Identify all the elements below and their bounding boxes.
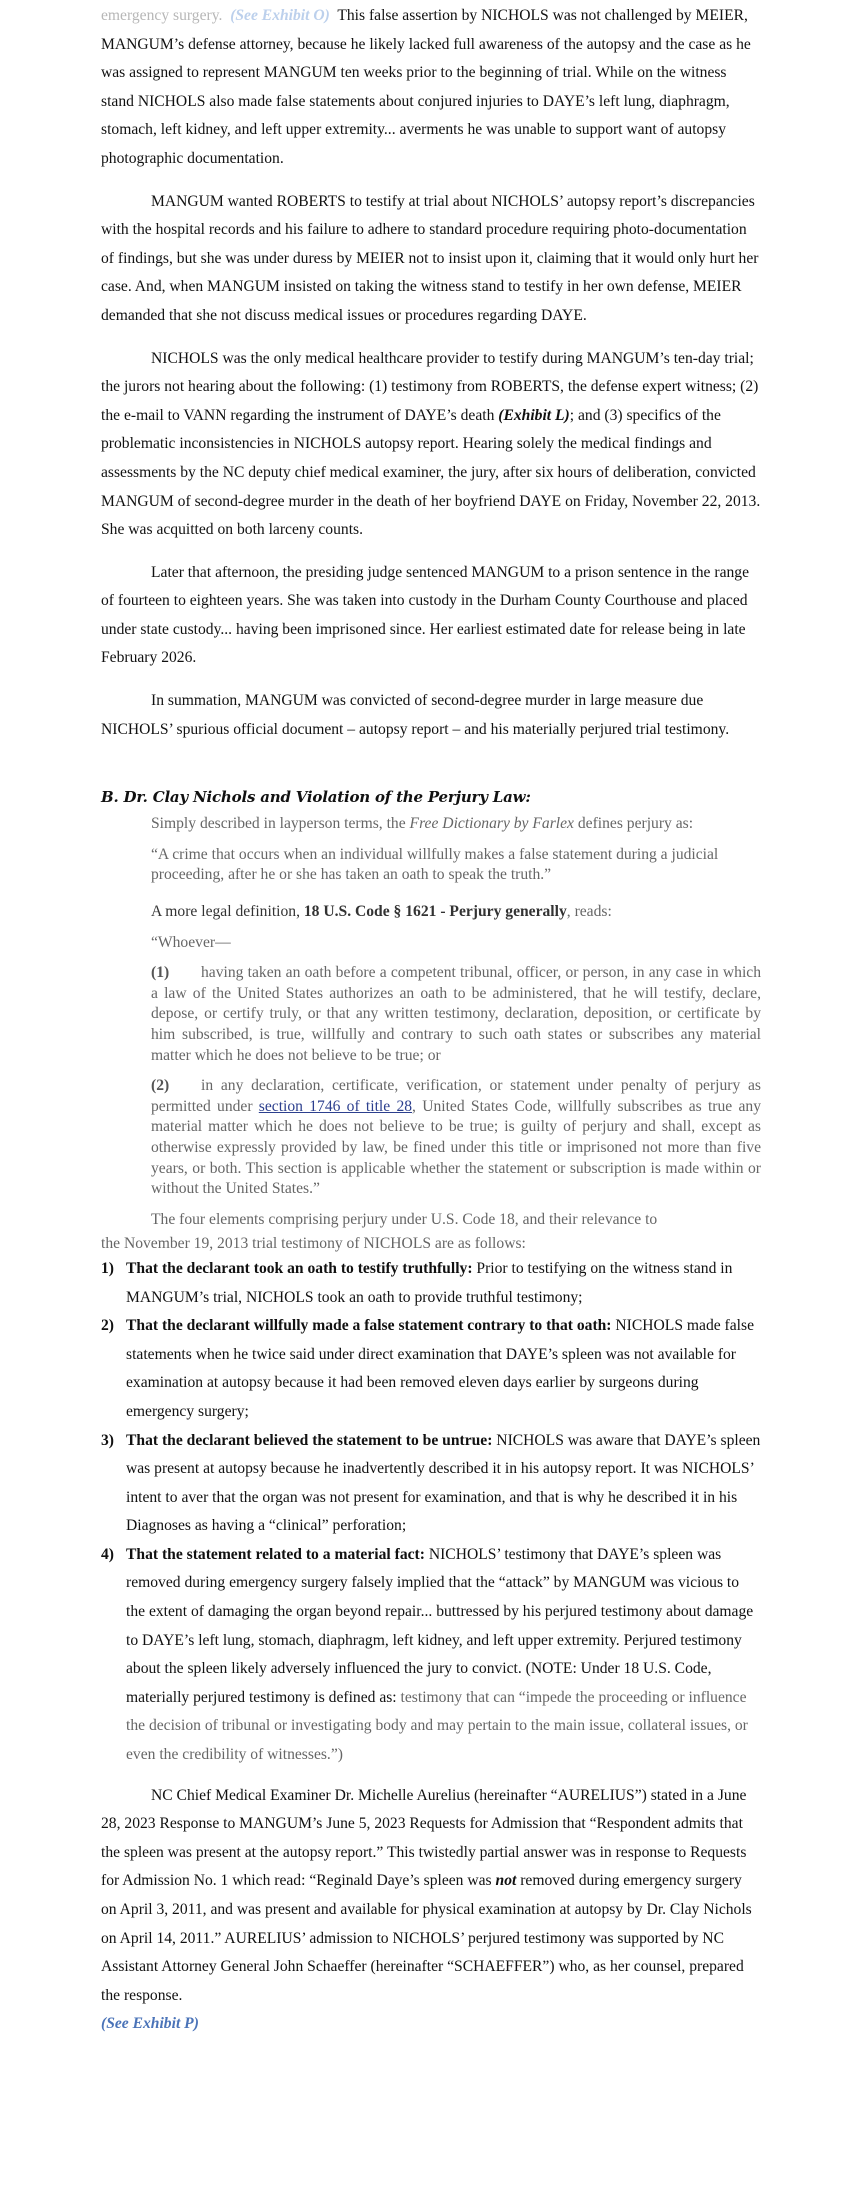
perjury-definitions-block: [151, 814, 761, 1230]
aurelius-text-after: removed during emergency surgery on April 3, 2011, and was present and available for physical examination at autopsy by Dr. Clay Nichols on April 14, 2011.” AURELIUS’ admission to NICHOLS’ perjured testimony was supported by NC Assistant Attorney General John Schaeffer (hereinafter “SCHAEFFER”) who, as her counsel, prepared the response.: [101, 1872, 752, 2004]
clause-2-text-before: in any declaration, certificate, verification, or statement under penalty of perjury as permitted under: [151, 1077, 761, 1115]
document-page: [101, 0, 761, 2039]
aurelius-text-before: NC Chief Medical Examiner Dr. Michelle Aurelius (hereinafter “AURELIUS”) stated in a June 28, 2023 Response to MANGUM’s June 5, 2023 Requests for Admission that “Respondent admits that the spleen was present at the autopsy report.” This twistedly partial answer was in response to Requests for Admission No. 1 which read: “Reginald Daye’s spleen was: [101, 1786, 747, 1890]
list-marker: 2): [101, 1317, 114, 1335]
element-title: That the statement related to a material fact:: [126, 1545, 425, 1563]
paragraph-sentence: Later that afternoon, the presiding judge sentenced MANGUM to a prison sentence in the range of fourteen to eighteen years. She was taken into custody in the Durham County Courthouse and placed under state custody... having been imprisoned since. Her earliest estimated date for release being in late February 2026.: [101, 563, 750, 667]
layperson-quote: “A crime that occurs when an individual willfully makes a false statement during a judicial proceeding, after he or she has taken an oath to speak the truth.”: [151, 845, 719, 884]
element-title: That the declarant believed the statement to be untrue:: [126, 1431, 493, 1449]
clause-2-number: (2): [151, 1077, 170, 1095]
clause-1-text: having taken an oath before a competent tribunal, officer, or person, in any case in which a law of the United States authorizes an oath to be administered, that he will testify, declare, depose, or certify truly, or that any written testimony, declaration, deposition, or certificate by him subscribed, is true, willfully and contrary to such oath states or subscribes any material matter which he does not believe to be true; or: [151, 964, 761, 1064]
four-elements-intro-line-1: The four elements comprising perjury under U.S. Code 18, and their relevance to: [151, 1210, 658, 1228]
exhibit-p-reference: (See Exhibit P): [101, 2015, 199, 2033]
element-text: NICHOLS made false statements when he twice said under direct examination that DAYE’s spleen was not available for examination at autopsy because it had been removed eleven days earlier by surgeons during emergency surgery;: [126, 1317, 754, 1420]
layperson-intro: [151, 814, 761, 835]
element-text: NICHOLS’ testimony that DAYE’s spleen was removed during emergency surgery falsely implied that the “attack” by MANGUM was vicious to the extent of damaging the organ beyond repair... buttressed by his perjured testimony about damage to DAYE’s left lung, stomach, diaphragm, left kidney, and left upper extremity. Perjured testimony about the spleen likely adversely influenced the jury to convict. (NOTE: Under 18 U.S. Code, materially perjured testimony is defined as:: [126, 1545, 754, 1706]
not-emphasis: not: [495, 1872, 517, 1890]
legal-def-text-after: , reads:: [566, 903, 612, 921]
statute-clause-1: [151, 963, 761, 1066]
exhibit-o-reference: (See Exhibit O): [230, 7, 330, 24]
only-provider-text-after: ; and (3) specifics of the problematic inconsistencies in NICHOLS autopsy report. Hearing solely the medical findings and assessments by the NC deputy chief medical examiner, the jury, after six hours of deliberation, convicted MANGUM of second-degree murder in the death of her boyfriend DAYE on Friday, November 22, 2013. She was acquitted on both larceny counts.: [101, 406, 761, 539]
list-item: [101, 1255, 761, 1312]
faded-lead-text: emergency surgery.: [101, 7, 223, 24]
clause-1-number: (1): [151, 964, 170, 982]
list-item: [101, 1427, 761, 1541]
only-provider-text-before: NICHOLS was the only medical healthcare provider to testify during MANGUM’s ten-day trial; the jurors not hearing about the following: (1) testimony from ROBERTS, the defense expert witness; (2) the e-mail to VANN regarding the instrument of DAYE’s death: [101, 349, 759, 424]
paragraph-only-provider: [101, 345, 761, 545]
whoever-text: “Whoever—: [151, 933, 231, 951]
statute-clause-2: [151, 1076, 761, 1200]
section-1746-link[interactable]: section 1746 of title 28: [258, 1097, 413, 1115]
statute-citation: 18 U.S. Code § 1621 - Perjury generally: [303, 903, 567, 921]
exhibit-l-reference: (Exhibit L): [498, 406, 570, 424]
materiality-note: testimony that can “impede the proceeding or influence the decision of tribunal or investigating body and may pertain to the main issue, collateral issues, or even the credibility of witnesses.”): [126, 1688, 748, 1764]
section-b-heading: B. Dr. Clay Nichols and Violation of the Perjury Law:: [101, 788, 531, 807]
paragraph-intro: [101, 2, 761, 174]
paragraph-summation: In summation, MANGUM was convicted of second-degree murder in large measure due NICHOLS’ spurious official document – autopsy report – and his materially perjured trial testimony.: [101, 692, 730, 738]
clause-2-text-after: , United States Code, willfully subscribes as true any material matter which he does not believe to be true; is guilty of perjury and shall, except as otherwise expressly provided by law, be fined under this title or imprisoned not more than five years, or both. This section is applicable whether the statement or subscription is made within or without the United States.”: [151, 1097, 761, 1198]
element-text: NICHOLS was aware that DAYE’s spleen was present at autopsy because he inadvertently described it in his autopsy report. It was NICHOLS’ intent to aver that the organ was not present for examination, and that is why he described it in his Diagnoses as having a “clinical” perforation;: [126, 1431, 761, 1535]
perjury-elements-list: [101, 1255, 761, 1770]
element-title: That the declarant took an oath to testify truthfully:: [126, 1259, 473, 1277]
list-marker: 4): [101, 1545, 114, 1563]
layperson-text-after: defines perjury as:: [573, 815, 694, 833]
paragraph-roberts: MANGUM wanted ROBERTS to testify at trial about NICHOLS’ autopsy report’s discrepancies with the hospital records and his failure to adhere to standard procedure requiring photo-documentation of findings, but she was under duress by MEIER not to insist upon it, claiming that it would only hurt her case. And, when MANGUM insisted on taking the witness stand to testify in her own defense, MEIER demanded that she not discuss medical issues or procedures regarding DAYE.: [101, 192, 759, 324]
list-marker: 3): [101, 1431, 114, 1449]
element-text: Prior to testifying on the witness stand in MANGUM’s trial, NICHOLS took an oath to provide truthful testimony;: [126, 1259, 733, 1306]
layperson-text-before: Simply described in layperson terms, the: [151, 815, 410, 833]
list-item: [101, 1541, 761, 1770]
four-elements-intro-line-2: the November 19, 2013 trial testimony of NICHOLS are as follows:: [101, 1235, 526, 1253]
paragraph-intro-text: This false assertion by NICHOLS was not challenged by MEIER, MANGUM’s defense attorney, because he likely lacked full awareness of the autopsy and the case as he was assigned to represent MANGUM ten weeks prior to the beginning of trial. While on the witness stand NICHOLS also made false statements about conjured injuries to DAYE’s left lung, diaphragm, stomach, left kidney, and left upper extremity... averments he was unable to support want of autopsy photographic documentation.: [101, 7, 751, 167]
list-marker: 1): [101, 1259, 114, 1277]
element-title: That the declarant willfully made a false statement contrary to that oath:: [126, 1317, 612, 1335]
legal-def-text-before: A more legal definition,: [151, 903, 304, 921]
list-item: [101, 1312, 761, 1426]
legal-definition-intro: [151, 902, 761, 923]
paragraph-aurelius: [101, 1782, 761, 2039]
dictionary-source: Free Dictionary by Farlex: [409, 815, 574, 833]
